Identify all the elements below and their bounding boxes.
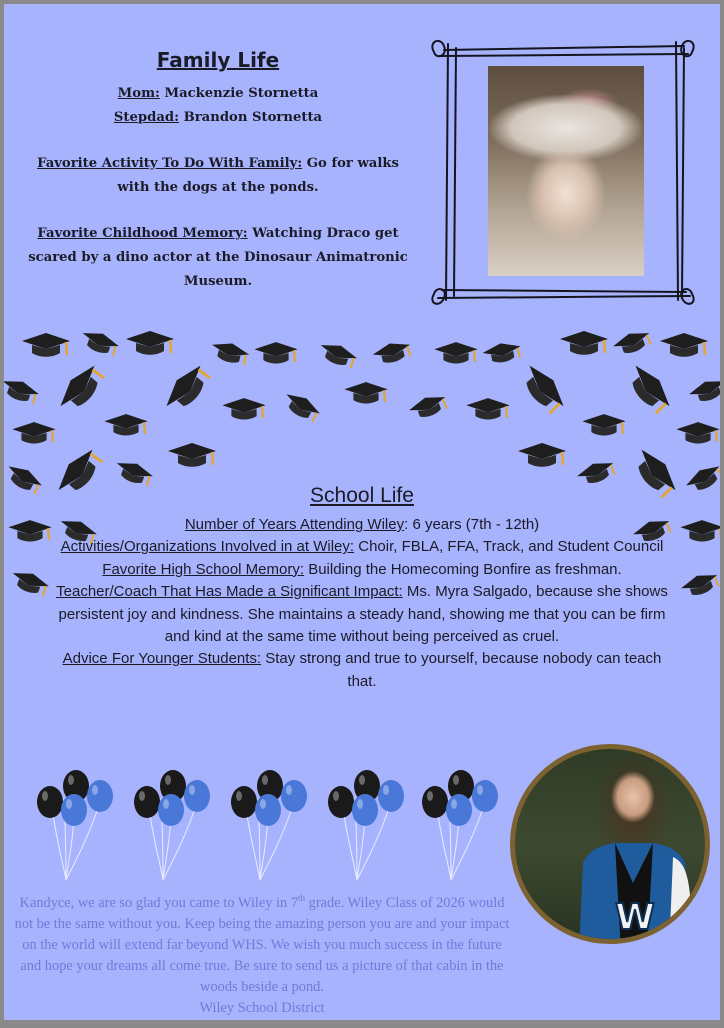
graduation-cap-icon bbox=[160, 360, 214, 417]
graduation-cap-icon bbox=[466, 398, 509, 419]
graduation-cap-icon bbox=[518, 443, 566, 467]
stepdad-line bbox=[24, 106, 412, 130]
balloon-bunch-icon bbox=[422, 770, 498, 880]
mom-label: Mom: bbox=[117, 86, 160, 101]
teacher-value: Ms. Myra Salgado, because she shows persistent joy and kindness. She maintains a steady hand, showing me that you can be firm and kind at the same time without being perceived as cruel. bbox=[58, 583, 668, 646]
message-superscript: th bbox=[298, 893, 306, 903]
years-line bbox=[50, 514, 674, 536]
graduation-cap-icon bbox=[679, 569, 720, 600]
senior-photo bbox=[510, 744, 710, 944]
graduation-cap-icon bbox=[126, 331, 174, 355]
graduation-cap-icon bbox=[660, 333, 708, 357]
page bbox=[4, 4, 720, 1020]
teacher-label: Teacher/Coach That Has Made a Significant Impact: bbox=[56, 583, 403, 601]
graduation-cap-icon bbox=[676, 422, 719, 443]
balloon-bunch-icon bbox=[134, 770, 210, 880]
graduation-cap-icon bbox=[407, 391, 450, 422]
graduation-cap-icon bbox=[209, 339, 251, 367]
years-label: Number of Years Attending Wiley bbox=[184, 516, 405, 533]
activities-label: Activities/Organizations Involved in at Wiley: bbox=[60, 538, 355, 556]
childhood-memory-label: Favorite Childhood Memory: bbox=[37, 226, 248, 241]
school-life-section bbox=[50, 484, 674, 693]
hand-drawn-frame bbox=[430, 34, 696, 306]
family-activity-line bbox=[24, 152, 412, 200]
balloon-bunch-icon bbox=[37, 770, 113, 880]
graduation-cap-icon bbox=[680, 520, 720, 541]
graduation-cap-icon bbox=[316, 339, 359, 370]
graduation-cap-icon bbox=[222, 398, 265, 419]
jacket-letter: W bbox=[615, 897, 655, 938]
graduation-cap-icon bbox=[12, 422, 55, 443]
hs-memory-label: Favorite High School Memory: bbox=[102, 560, 305, 578]
farewell-message bbox=[12, 888, 512, 1019]
advice-value: Stay strong and true to yourself, because nobody can teach that. bbox=[261, 650, 662, 690]
family-life-title: Family Life bbox=[156, 48, 280, 72]
balloon-bunch-icon bbox=[328, 770, 404, 880]
graduation-cap-icon bbox=[344, 382, 387, 403]
varsity-jacket bbox=[569, 823, 699, 944]
graduation-cap-icon bbox=[8, 567, 51, 598]
childhood-memory-line bbox=[24, 222, 412, 294]
mom-line bbox=[24, 82, 412, 106]
stepdad-value: Brandon Stornetta bbox=[179, 110, 323, 125]
graduation-cap-icon bbox=[8, 520, 51, 541]
balloons-decoration bbox=[28, 768, 498, 888]
childhood-memory-value: Watching Draco get scared by a dino actor at the Dinosaur Animatronic Museum. bbox=[28, 226, 408, 289]
graduation-cap-icon bbox=[687, 375, 720, 406]
graduation-cap-icon bbox=[611, 327, 654, 358]
graduation-cap-icon bbox=[482, 340, 523, 365]
graduation-cap-icon bbox=[560, 331, 608, 355]
hs-memory-value: Building the Homecoming Bonfire as freshman. bbox=[304, 560, 622, 578]
message-part-2: grade. Wiley Class of 2026 would not be the same without you. Keep being the amazing person you are and your impact on the world will extend far beyond WHS. We wish you much success in the future and hope your dreams all come true. Be sure to send us a picture of that cabin in the woods beside a pond. bbox=[14, 894, 510, 995]
graduation-cap-icon bbox=[582, 414, 625, 435]
mom-value: Mackenzie Stornetta bbox=[159, 86, 319, 101]
graduation-cap-icon bbox=[22, 333, 70, 357]
graduation-cap-icon bbox=[78, 327, 121, 358]
graduation-cap-icon bbox=[4, 375, 41, 406]
graduation-cap-icon bbox=[434, 342, 477, 363]
teacher-line bbox=[50, 581, 674, 648]
graduation-cap-icon bbox=[54, 360, 108, 417]
family-life-section bbox=[24, 48, 412, 294]
graduation-cap-icon bbox=[104, 414, 147, 435]
message-signature: Wiley School District bbox=[199, 999, 325, 1016]
advice-line bbox=[50, 648, 674, 693]
graduation-cap-icon bbox=[4, 461, 45, 497]
years-value: : 6 years (7th - 12th) bbox=[404, 516, 540, 533]
graduation-cap-icon bbox=[516, 360, 570, 417]
activities-line bbox=[50, 536, 674, 558]
graduation-cap-icon bbox=[280, 389, 323, 425]
message-part-1: Kandyce, we are so glad you came to Wiley in 7 bbox=[19, 894, 299, 911]
graduation-cap-icon bbox=[371, 339, 413, 367]
stepdad-label: Stepdad: bbox=[113, 110, 179, 125]
family-activity-label: Favorite Activity To Do With Family: bbox=[37, 156, 303, 171]
advice-label: Advice For Younger Students: bbox=[62, 650, 262, 668]
graduation-cap-icon bbox=[168, 443, 216, 467]
hs-memory-line bbox=[50, 559, 674, 581]
message-body bbox=[12, 888, 512, 998]
balloon-bunch-icon bbox=[231, 770, 307, 880]
family-activity-value: Go for walks with the dogs at the ponds. bbox=[117, 156, 399, 195]
graduation-cap-icon bbox=[683, 461, 720, 497]
school-life-title: School Life bbox=[310, 484, 414, 507]
graduation-cap-icon bbox=[622, 360, 676, 417]
graduation-cap-icon bbox=[254, 342, 297, 363]
activities-value: Choir, FBLA, FFA, Track, and Student Council bbox=[354, 538, 664, 556]
